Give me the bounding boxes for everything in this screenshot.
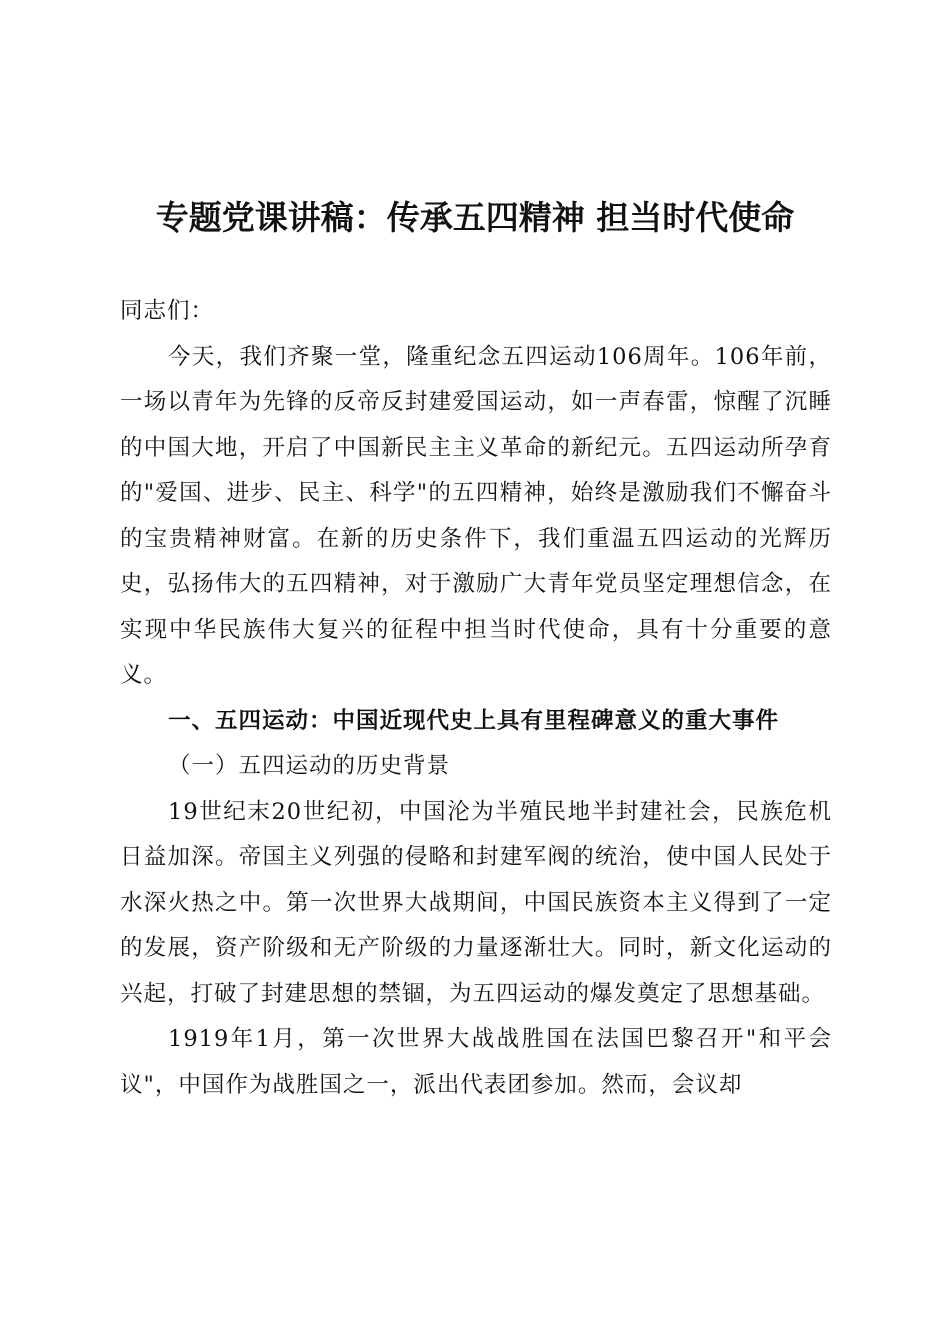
paris-paragraph: 1919年1月，第一次世界大战战胜国在法国巴黎召开"和平会议"，中国作为战胜国之一，派出代表团参加。然而，会议却 [120, 1026, 832, 1098]
background-paragraph: 19世纪末20世纪初，中国沦为半殖民地半封建社会，民族危机日益加深。帝国主义列强的侵略和封建军阀的统治，使中国人民处于水深火热之中。第一次世界大战期间，中国民族资本主义得到了一定的发展，资产阶级和无产阶级的力量逐渐壮大。同时，新文化运动的兴起，打破了封建思想的禁锢，为五四运动的爆发奠定了思想基础。 [120, 798, 832, 1007]
document-body [120, 289, 832, 1108]
subsection-heading: （一）五四运动的历史背景 [168, 753, 451, 779]
salutation: 同志们： [120, 298, 215, 324]
document-title: 专题党课讲稿：传承五四精神 担当时代使命 [155, 198, 795, 237]
section-heading: 一、五四运动：中国近现代史上具有里程碑意义的重大事件 [168, 707, 780, 734]
intro-paragraph: 今天，我们齐聚一堂，隆重纪念五四运动106周年。106年前，一场以青年为先锋的反帝反封建爱国运动，如一声春雷，惊醒了沉睡的中国大地，开启了中国新民主主义革命的新纪元。五四运动所孕育的"爱国、进步、民主、科学"的五四精神，始终是激励我们不懈奋斗的宝贵精神财富。在新的历史条件下，我们重温五四运动的光辉历史，弘扬伟大的五四精神，对于激励广大青年党员坚定理想信念，在实现中华民族伟大复兴的征程中担当时代使命，具有十分重要的意义。 [120, 343, 832, 688]
